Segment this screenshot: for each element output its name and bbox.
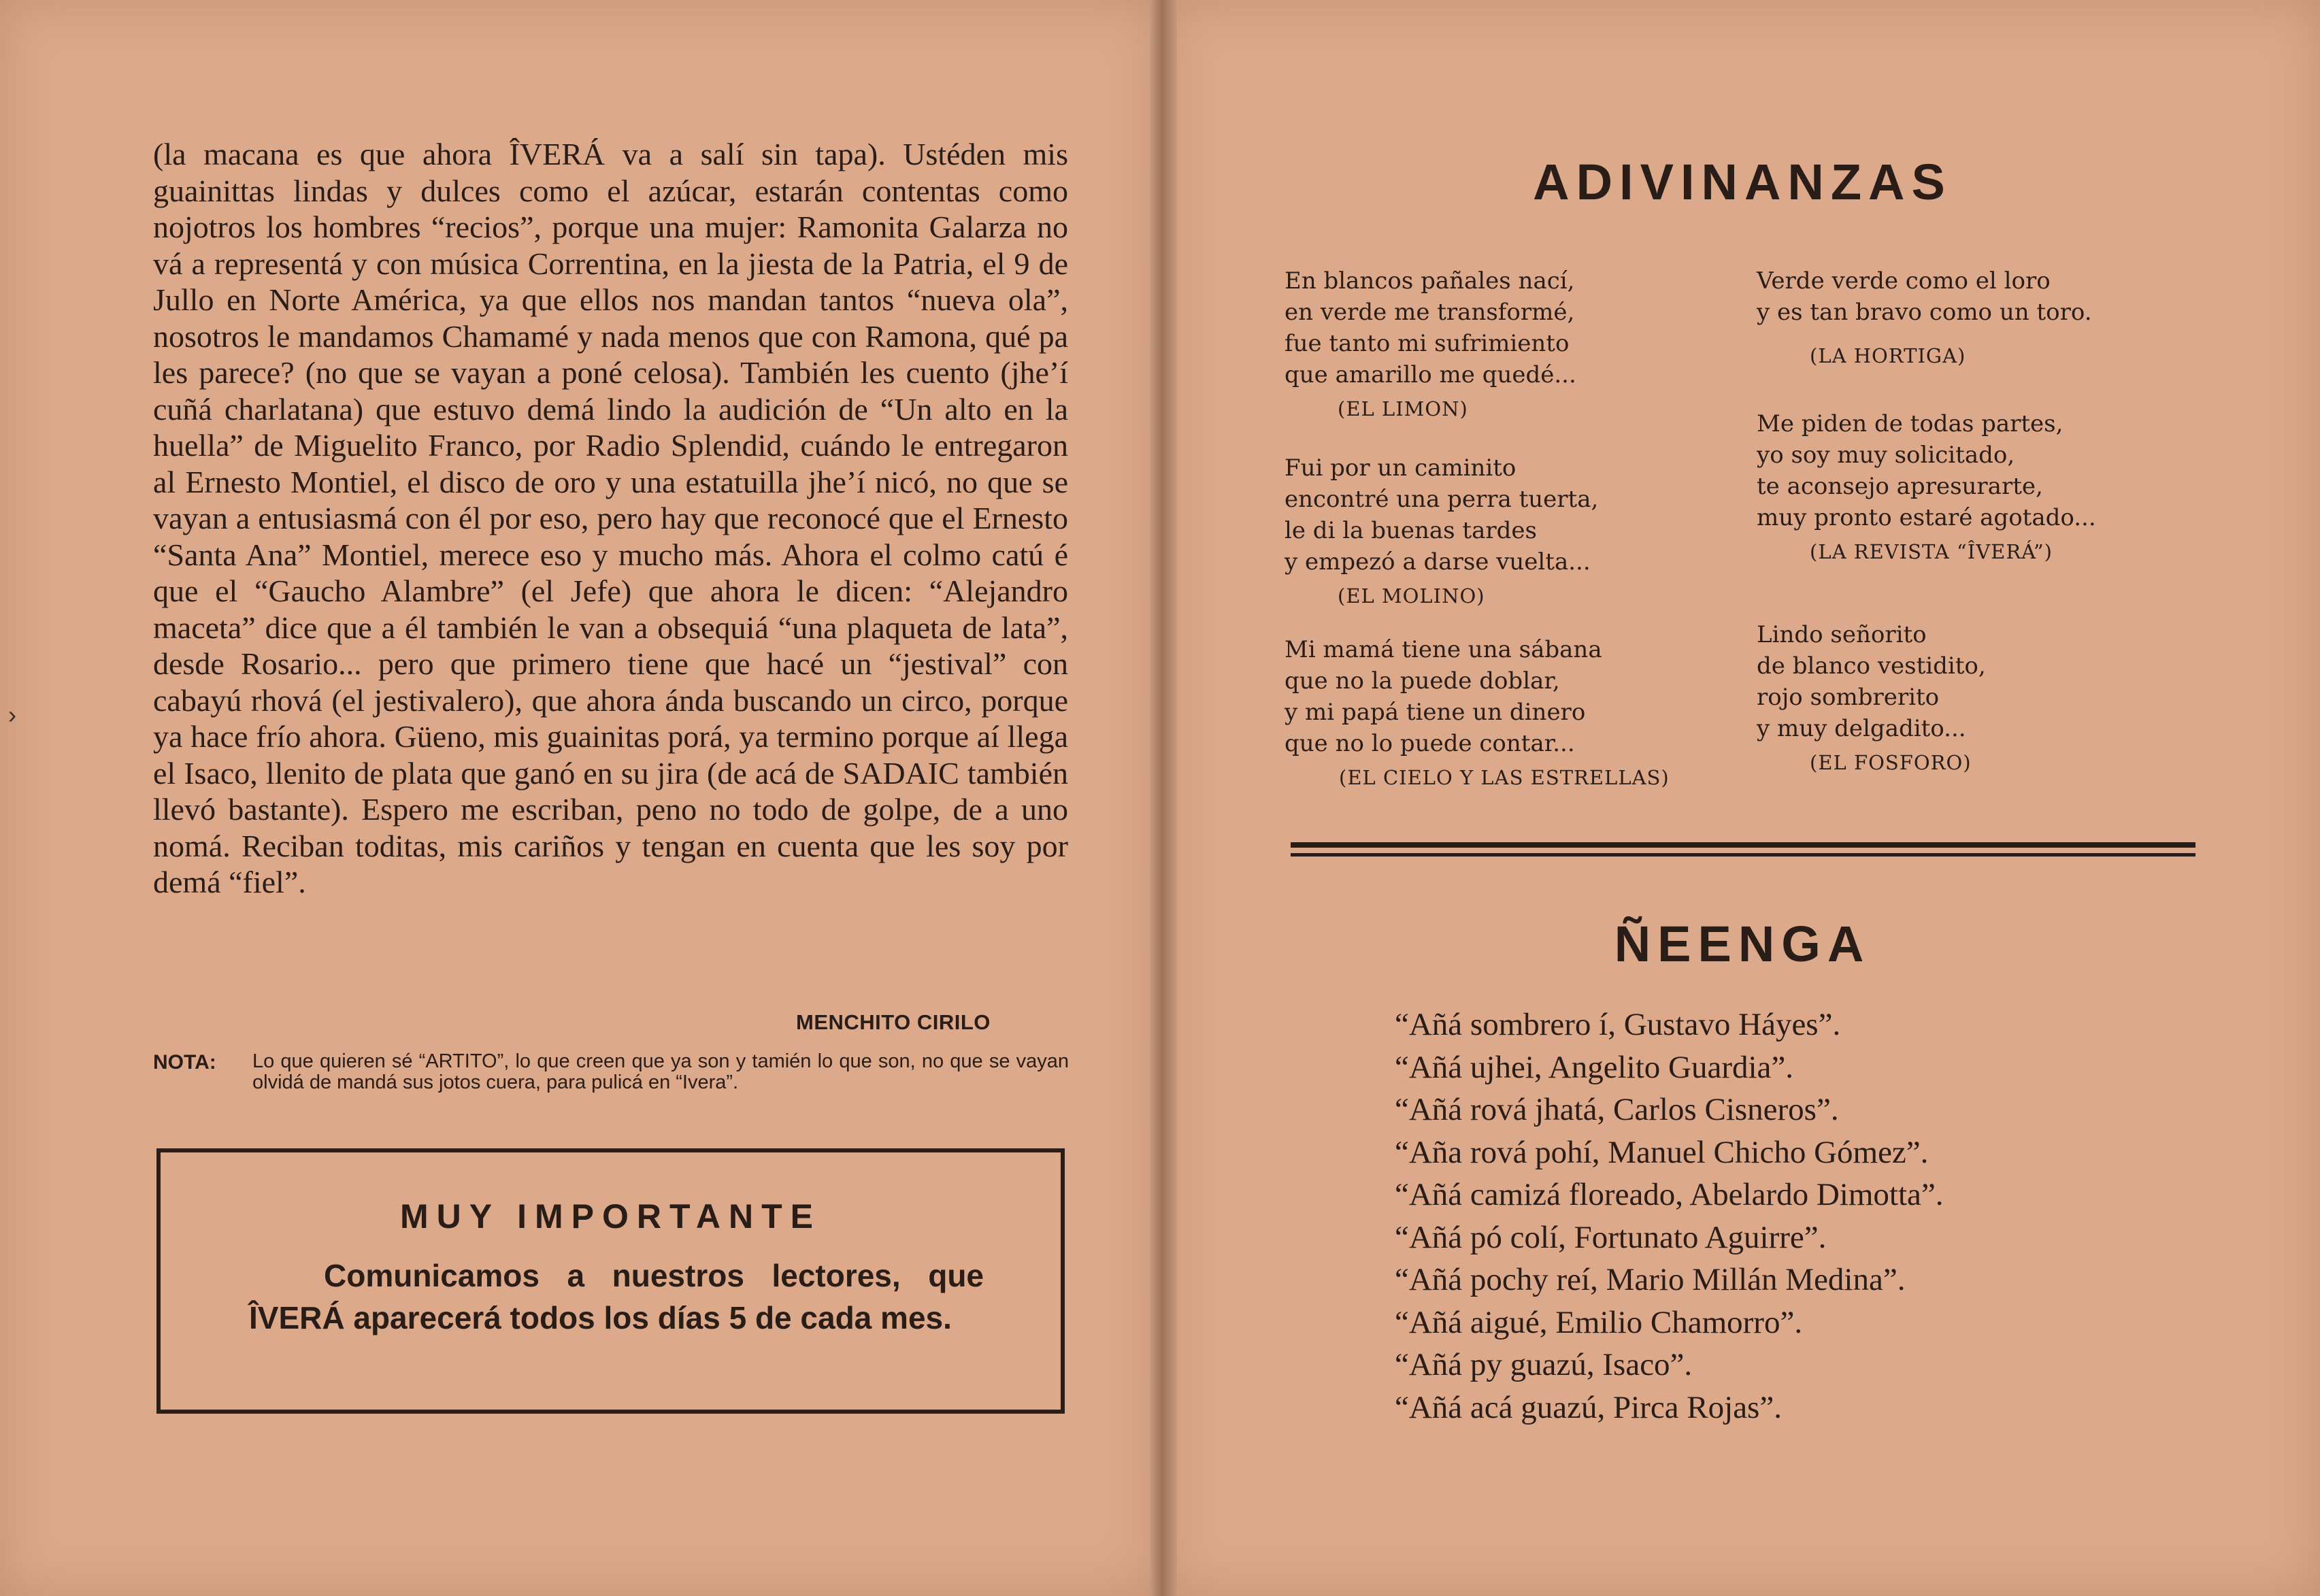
riddle-line: yo soy muy solicitado,	[1757, 442, 2015, 469]
nota-label: NOTA:	[153, 1051, 216, 1074]
book-spine	[1150, 0, 1177, 1596]
riddle-line: y empezó a darse vuelta...	[1285, 548, 1591, 576]
list-item: “Añá rová jhatá, Carlos Cisneros”.	[1395, 1092, 1839, 1127]
riddle-line: muy pronto estaré agotado...	[1757, 504, 2096, 531]
important-notice-box	[156, 1148, 1065, 1414]
notice-title: MUY IMPORTANTE	[400, 1197, 821, 1235]
section-divider-thin	[1291, 853, 2195, 857]
riddle	[1285, 265, 1747, 420]
riddle-answer: (EL MOLINO)	[1338, 584, 1485, 608]
riddle	[1285, 452, 1747, 608]
riddle	[1757, 408, 2219, 563]
riddle-line: en verde me transformé,	[1285, 299, 1575, 326]
riddle	[1285, 634, 1747, 789]
riddle-line: Lindo señorito	[1757, 621, 1927, 648]
riddle-line: le di la buenas tardes	[1285, 517, 1537, 544]
riddle-line: que amarillo me quedé...	[1285, 361, 1576, 388]
list-item: “Añá aigué, Emilio Chamorro”.	[1395, 1304, 1803, 1340]
notice-body: Comunicamos a nuestros lectores, que ÎVERÁ aparecerá todos los días 5 de cada mes.	[249, 1258, 984, 1335]
list-item: “Aña rová pohí, Manuel Chicho Gómez”.	[1395, 1134, 1929, 1170]
nota-text: Lo que quieren sé “ARTITO”, lo que creen que ya son y tamién lo que son, no que se vayan olvidá de mandá sus jotos cuera, para pulicá en “Ivera”.	[252, 1050, 1069, 1093]
riddle-line: Mi mamá tiene una sábana	[1285, 636, 1602, 663]
riddle-answer: (LA HORTIGA)	[1810, 344, 1966, 367]
margin-mark: ›	[8, 701, 16, 729]
section-divider-thick	[1291, 842, 2195, 848]
riddle-line: te aconsejo apresurarte,	[1757, 473, 2043, 500]
riddle	[1757, 619, 2219, 774]
riddle-line: que no la puede doblar,	[1285, 667, 1560, 695]
riddle-line: de blanco vestidito,	[1757, 652, 1986, 680]
riddle-line: Verde verde como el loro	[1757, 267, 2051, 295]
riddle-line: fue tanto mi sufrimiento	[1285, 330, 1570, 357]
list-item: “Añá py guazú, Isaco”.	[1395, 1347, 1693, 1382]
riddle-answer: (EL FOSFORO)	[1810, 751, 1972, 774]
riddle-line: encontré una perra tuerta,	[1285, 486, 1599, 513]
riddle-answer: (LA REVISTA “ÎVERÁ”)	[1810, 540, 2053, 563]
list-item: “Añá pó colí, Fortunato Aguirre”.	[1395, 1219, 1827, 1255]
neenga-list	[1395, 1003, 1943, 1429]
list-item: “Añá sombrero í, Gustavo Háyes”.	[1395, 1007, 1841, 1042]
adivinanzas-title: ADIVINANZAS	[1533, 154, 1952, 210]
article-body: (la macana es que ahora ÎVERÁ va a salí sin tapa). Ustéden mis guainittas lindas y dulces como el azúcar, estarán contentas como nojotros los hombres “recios”, porque una mujer: Ramonita Galarza no vá a representá y con música Correntina, en la jiesta de la Patria, el 9 de Jullo en Norte América, ya que ellos nos mandan tantos “nueva ola”, nosotros le mandamos Chamamé y nada menos que con Ramona, qué pa les parece? (no que se vayan a poné celosa). También les cuento (jhe’í cuñá charlatana) que estuvo demá lindo la audición de “Un alto en la huella” de Miguelito Franco, por Radio Splendid, cuándo le entregaron al Ernesto Montiel, el disco de oro y una estatuilla jhe’í nicó, no que se vayan a entusiasmá con él por eso, pero hay que reconocé que el Ernesto “Santa Ana” Montiel, merece eso y mucho más. Ahora el colmo catú é que el “Gaucho Alambre” (el Jefe) que ahora le dicen: “Alejandro maceta” dice que a él también le van a obsequiá “una plaqueta de lata”, desde Rosario... pero que primero tiene que hacé un “jestival” con cabayú rhová (el jestivalero), que ahora ánda buscando un circo, porque ya hace frío ahora. Güeno, mis guainitas porá, ya termino porque aí llega el Isaco, llenito de plata que ganó en su jira (de acá de SADAIC también llevó bastante). Espero me escriban, peno no todo de golpe, de a uno nomá. Reciban toditas, mis cariños y tengan en cuenta que les soy por demá “fiel”.	[153, 137, 1068, 899]
list-item: “Añá ujhei, Angelito Guardia”.	[1395, 1049, 1794, 1085]
riddle-line: que no lo puede contar...	[1285, 730, 1575, 757]
riddle-answer: (EL LIMON)	[1338, 397, 1468, 420]
riddle-line: Fui por un caminito	[1285, 454, 1517, 482]
riddle-line: rojo sombrerito	[1757, 684, 1940, 711]
neenga-title: ÑEENGA	[1614, 916, 1871, 972]
list-item: “Añá pochy reí, Mario Millán Medina”.	[1395, 1262, 1906, 1297]
riddle-line: y mi papá tiene un dinero	[1285, 699, 1586, 726]
riddle-line: Me piden de todas partes,	[1757, 410, 2064, 437]
author-signature: MENCHITO CIRILO	[796, 1010, 991, 1034]
riddle-answer: (EL CIELO Y LAS ESTRELLAS)	[1339, 766, 1670, 789]
list-item: “Añá acá guazú, Pirca Rojas”.	[1395, 1389, 1782, 1425]
riddle-line: y muy delgadito...	[1757, 715, 1966, 742]
riddle	[1757, 265, 2219, 367]
list-item: “Añá camizá floreado, Abelardo Dimotta”.	[1395, 1177, 1944, 1212]
riddle-line: y es tan bravo como un toro.	[1757, 299, 2092, 326]
riddle-line: En blancos pañales nací,	[1285, 267, 1575, 295]
